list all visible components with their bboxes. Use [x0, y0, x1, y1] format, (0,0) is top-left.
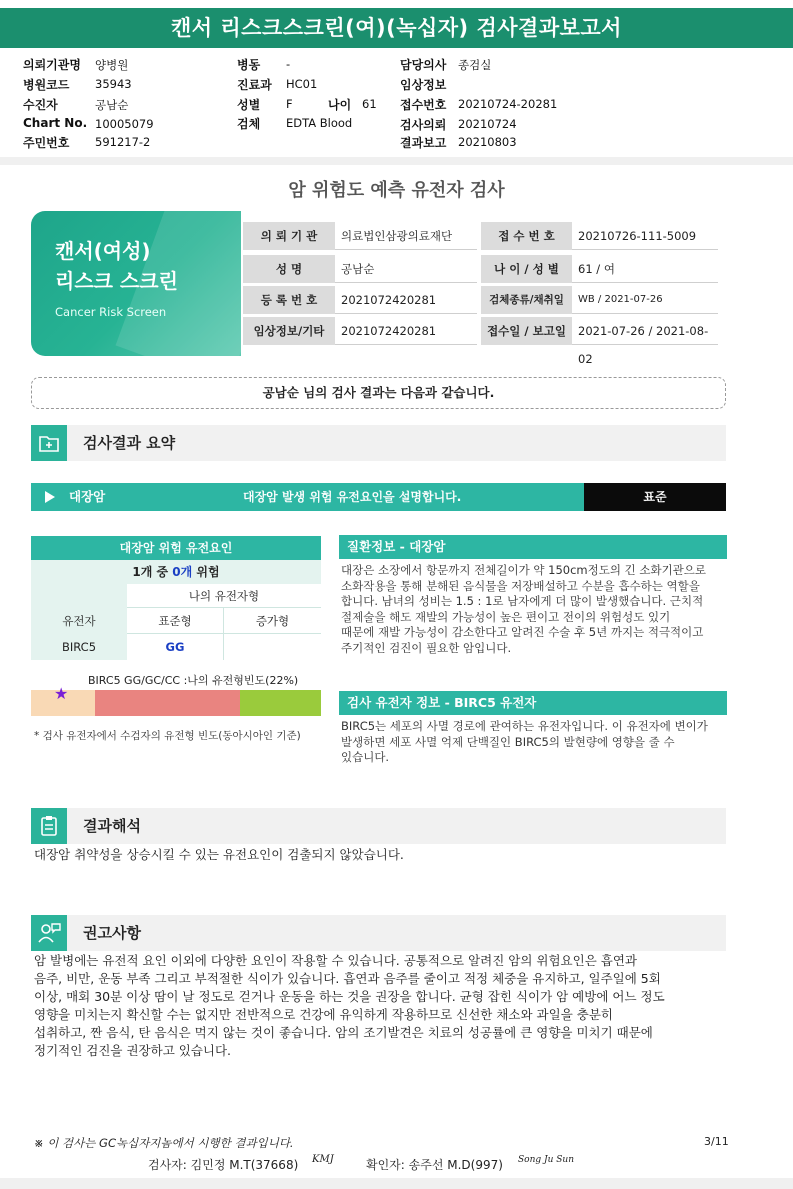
- text-line: 있습니다.: [341, 750, 390, 764]
- confirmer-name: 확인자: 송주선 M.D(997): [366, 1158, 503, 1172]
- section-title: 암 위험도 예측 유전자 검사: [288, 180, 505, 201]
- meta-value: 20210803: [458, 135, 517, 149]
- gene-column-label: 유전자: [62, 614, 96, 628]
- interpretation-text: 대장암 취약성을 상승시킬 수 있는 유전요인이 검출되지 않았습니다.: [34, 847, 404, 862]
- gene-info-text: [341, 719, 726, 766]
- text-line: 섭취하고, 짠 음식, 탄 음식은 먹지 않는 것이 좋습니다. 암의 조기발견은 치료의 성공률에 큰 영향을 미치기 때문에: [34, 1025, 653, 1040]
- text-line: 대장은 소장에서 항문까지 전체길이가 약 150cm정도의 긴 소화기관으로: [341, 563, 707, 577]
- meta-value: -: [286, 57, 291, 71]
- footer-note: ※ 이 검사는 GC녹십자지놈에서 시행한 결과입니다.: [34, 1136, 294, 1150]
- meta-value: 10005079: [95, 117, 154, 131]
- info-label: 검체종류/채취일: [481, 286, 572, 314]
- play-arrow-icon: [45, 491, 55, 503]
- info-value: 61 / 여: [572, 255, 718, 283]
- meta-value: 20210724-20281: [458, 97, 558, 111]
- advice-heading: 권고사항: [83, 924, 141, 942]
- meta-value: HC01: [286, 77, 318, 91]
- text-line: 때문에 재발 가능성이 감소한다고 알려진 수술 후 5년 까지는 적극적이고: [341, 625, 704, 639]
- gene-name: BIRC5: [61, 640, 97, 654]
- text-line: 정기적인 검진을 권장하고 있습니다.: [34, 1043, 232, 1058]
- info-value: 2021072420281: [335, 317, 477, 345]
- risk-count-prefix: 1개 중: [132, 565, 173, 579]
- text-line: 주기적인 검진이 필요한 암입니다.: [341, 640, 512, 655]
- bottom-divider: [0, 1178, 793, 1189]
- my-position-star-icon: ★: [54, 684, 69, 703]
- gene-info-heading: 검사 유전자 정보 - BIRC5 유전자: [339, 691, 727, 715]
- meta-label: 주민번호: [23, 136, 70, 150]
- info-label: 성 명: [243, 255, 335, 283]
- frequency-segment: [240, 690, 321, 716]
- tester-signature: KMJ: [312, 1154, 334, 1165]
- cancer-bar: [31, 483, 584, 511]
- meta-label: Chart No.: [23, 116, 88, 130]
- tester-name: 검사자: 김민정 M.T(37668): [148, 1158, 299, 1172]
- info-label: 등 록 번 호: [243, 286, 335, 314]
- disease-info-text: [341, 563, 726, 656]
- meta-label: 의뢰기관명: [23, 58, 81, 72]
- my-genotype-label: 나의 유전자형: [127, 584, 321, 608]
- increase-genotype-value: [224, 634, 321, 660]
- genotype-frequency-label: BIRC5 GG/GC/CC :나의 유전형빈도(22%): [88, 674, 299, 687]
- info-value: 의료법인삼광의료재단: [335, 222, 477, 250]
- cancer-description: 대장암 발생 위험 유전요인을 설명합니다.: [243, 490, 462, 504]
- meta-value: 종검실: [458, 58, 492, 72]
- banner-title: 캔서(여성): [55, 239, 151, 263]
- meta-value: 20210724: [458, 117, 517, 131]
- text-line: 암 발병에는 유전적 요인 이외에 다양한 요인이 작용할 수 있습니다. 공통적으로 알려진 암의 위험요인은 흡연과: [34, 953, 637, 968]
- meta-value: 공남순: [95, 98, 129, 112]
- meta-label: 병동: [237, 58, 261, 72]
- disease-info-heading: 질환정보 - 대장암: [339, 535, 727, 559]
- standard-column-label: 표준형: [127, 608, 224, 634]
- meta-label: 검사의뢰: [400, 118, 447, 132]
- banner-english: Cancer Risk Screen: [55, 305, 167, 319]
- folder-plus-icon: [31, 425, 67, 461]
- meta-label: 성별: [237, 98, 261, 112]
- meta-value: 591217-2: [95, 135, 151, 149]
- meta-label: 검체: [237, 117, 261, 131]
- text-line: 절제술을 해도 재발의 가능성이 높은 편이고 전이의 위험성도 있기: [341, 609, 671, 624]
- meta-value: EDTA Blood: [286, 116, 353, 130]
- interpretation-heading: 결과해석: [83, 817, 141, 835]
- standard-genotype-value: GG: [127, 634, 224, 660]
- genetic-table-header: 대장암 위험 유전요인: [31, 536, 321, 560]
- info-value: 2021-07-26 / 2021-08-02: [572, 317, 718, 345]
- summary-section-header: [31, 425, 726, 461]
- info-label: 나 이 / 성 별: [481, 255, 572, 283]
- text-line: 음주, 비만, 운동 부족 그리고 부적절한 식이가 있습니다. 흡연과 음주를 줄이고 적정 체중을 유지하고, 일주일에 5회: [34, 971, 661, 986]
- banner-subtitle: 리스크 스크린: [55, 269, 178, 293]
- meta-age-label: 나이: [328, 98, 352, 112]
- info-label: 접 수 번 호: [481, 222, 572, 250]
- page-number: 3/11: [704, 1135, 729, 1148]
- clipboard-icon: [31, 808, 67, 844]
- text-line: BIRC5는 세포의 사멸 경로에 관여하는 유전자입니다. 이 유전자에 변이가: [341, 719, 708, 733]
- interpretation-section-header: [31, 808, 726, 844]
- increase-column-label: 증가형: [224, 608, 321, 634]
- info-label: 임상정보/기타: [243, 317, 335, 345]
- text-line: 발생하면 세포 사멸 억제 단백질인 BIRC5의 발현량에 영향을 줄 수: [341, 734, 675, 749]
- genetic-table: [31, 560, 321, 660]
- advice-text: [34, 952, 724, 1060]
- confirmer-signature: Song Ju Sun: [518, 1155, 575, 1165]
- product-banner: [31, 211, 241, 356]
- meta-value: 양병원: [95, 58, 129, 72]
- divider: [0, 157, 793, 165]
- meta-label: 결과보고: [400, 136, 447, 150]
- info-label: 의 뢰 기 관: [243, 222, 335, 250]
- meta-age-value: 61: [362, 97, 377, 111]
- frequency-segment: [95, 690, 240, 716]
- meta-label: 수진자: [23, 98, 58, 112]
- cancer-name: 대장암: [69, 489, 106, 504]
- info-value: 2021072420281: [335, 286, 477, 314]
- genotype-frequency-bar: [31, 690, 321, 716]
- greeting-box: 공남순 님의 검사 결과는 다음과 같습니다.: [31, 377, 726, 409]
- text-line: 합니다. 남녀의 성비는 1.5 : 1로 남자에게 더 많이 발생했습니다. 근치적: [341, 594, 704, 608]
- report-meta: [0, 52, 793, 152]
- frequency-footnote: * 검사 유전자에서 수검자의 유전형 빈도(동아시아인 기준): [34, 730, 301, 742]
- info-value: 공남순: [335, 255, 477, 283]
- info-label: 접수일 / 보고일: [481, 317, 572, 345]
- doctor-advice-icon: [31, 915, 67, 951]
- risk-count-suffix: 위험: [192, 565, 220, 579]
- meta-label: 임상정보: [400, 78, 447, 92]
- risk-count: [31, 560, 321, 584]
- text-line: 소화작용을 통해 분해된 음식물을 저장배설하고 수분을 흡수하는 역할을: [341, 578, 700, 593]
- meta-label: 접수번호: [400, 98, 447, 112]
- text-line: 영향을 미치는지 확신할 수는 없지만 전반적으로 건강에 유익하게 작용하므로 신선한 채소와 과일을 충분히: [34, 1007, 613, 1022]
- meta-label: 병원코드: [23, 78, 70, 92]
- text-line: 이상, 매회 30분 이상 땀이 날 정도로 걷거나 운동을 하는 것을 권장을 합니다. 균형 잡힌 식이가 암 예방에 어느 정도: [34, 989, 665, 1004]
- meta-value: F: [286, 97, 293, 111]
- meta-label: 담당의사: [400, 58, 447, 72]
- risk-level-badge: 표준: [584, 483, 726, 511]
- info-value: WB / 2021-07-26: [572, 286, 718, 314]
- risk-count-highlight: 0개: [172, 565, 193, 579]
- meta-value: 35943: [95, 77, 132, 91]
- meta-label: 진료과: [237, 78, 272, 92]
- advice-section-header: [31, 915, 726, 951]
- summary-heading: 검사결과 요약: [83, 434, 176, 452]
- patient-info-grid: [243, 222, 723, 366]
- report-title: 캔서 리스크스크린(여)(녹십자) 검사결과보고서: [0, 8, 793, 48]
- info-value: 20210726-111-5009: [572, 222, 718, 250]
